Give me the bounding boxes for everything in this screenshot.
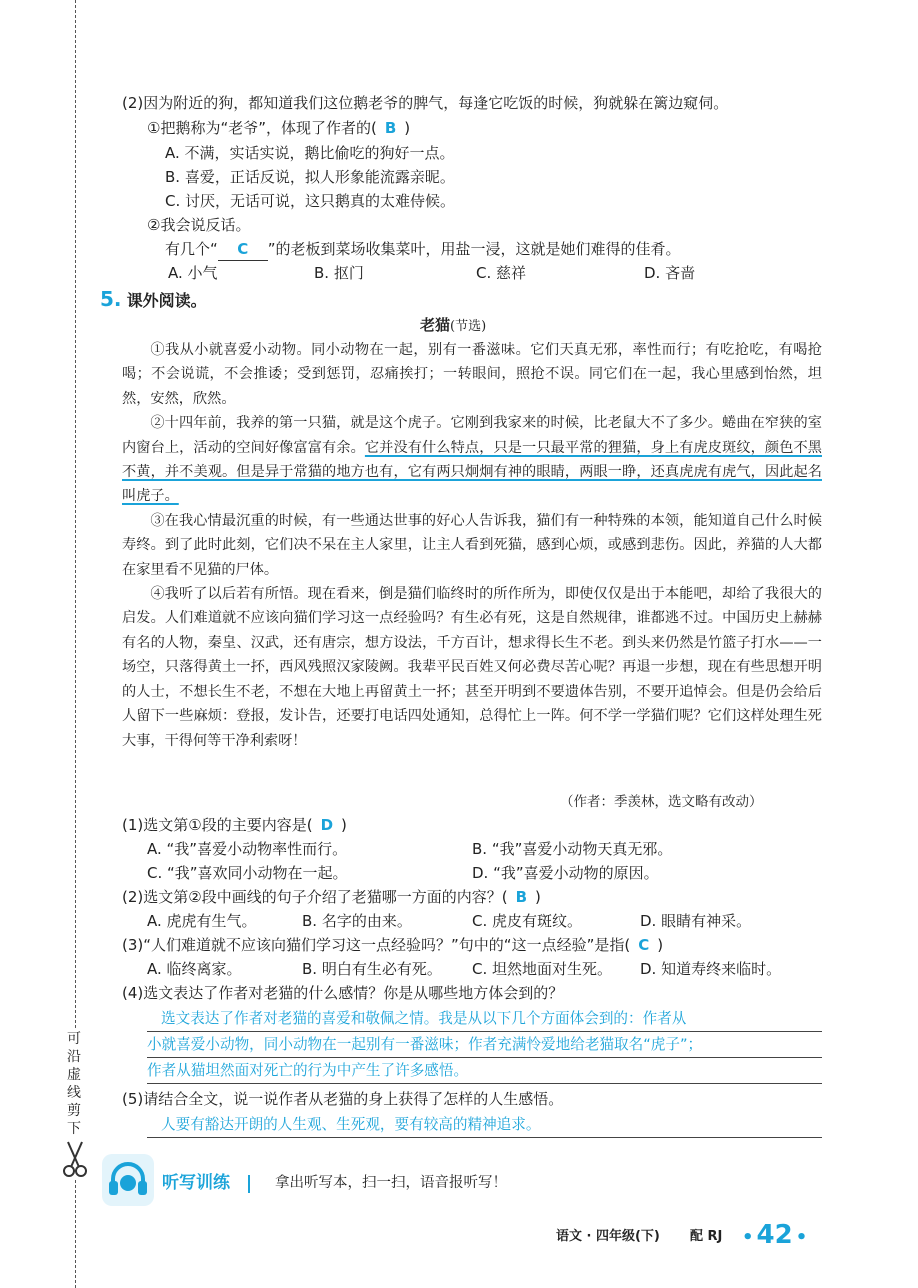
- paragraph: ①我从小就喜爱小动物。同小动物在一起，别有一番滋味。它们天真无邪，率性而行；有吃抢吃，有喝抢喝；不会说谎，不会推诿；受到惩罚，忍痛挨打；一转眼间，照抢不误。同它们在一起，我心里感到怡然，坦然，安然，欣然。: [122, 342, 822, 407]
- footer-edition: 配 RJ: [690, 1229, 723, 1244]
- paragraph: [122, 411, 822, 509]
- sub1-option-b: B. “我”喜爱小动物天真无邪。: [472, 840, 673, 858]
- scissors-icon: [60, 1140, 90, 1178]
- q5-heading: [100, 286, 207, 312]
- sub2-option-d: D. 眼睛有神采。: [640, 912, 752, 930]
- sub3-close: ): [657, 936, 664, 954]
- choice-c: C. 慈祥: [476, 264, 527, 282]
- cut-hint-char: 虚: [67, 1067, 81, 1083]
- answer-mark: C: [638, 936, 650, 954]
- cut-hint: [62, 1030, 86, 1138]
- fill-pre: 有几个“: [165, 240, 218, 258]
- q4-sub2-1: [147, 117, 410, 139]
- sub3-question: [122, 934, 663, 956]
- sub3-option-c: C. 坦然地面对生死。: [472, 960, 613, 978]
- underlined-sentence: 它并没有什么特点，只是一只最平常的狸猫，身上有虎皮斑纹，颜色不黑不黄，并不美观。但是异于常猫的地方也有，它有两只炯炯有神的眼睛，两眼一睁，还真虎虎有虎气，因此起名叫虎子。: [122, 439, 822, 505]
- q4-sub2-1-close: ): [404, 119, 411, 137]
- sub5-question: (5)请结合全文，说一说作者从老猫的身上获得了怎样的人生感悟。: [122, 1090, 564, 1108]
- answer-line[interactable]: 人要有豁达开朗的人生观、生死观，要有较高的精神追求。: [147, 1112, 822, 1138]
- sub1-close: ): [341, 816, 347, 834]
- question-number: 5.: [100, 287, 122, 311]
- sub4-question: (4)选文表达了作者对老猫的什么感情？你是从哪些地方体会到的？: [122, 984, 564, 1002]
- option-b: B. 喜爱，正话反说，拟人形象能流露亲昵。: [165, 168, 455, 186]
- divider: [248, 1175, 250, 1193]
- essay-note: (节选): [450, 319, 487, 334]
- essay-body: [122, 338, 822, 753]
- section-title: 课外阅读。: [126, 291, 207, 310]
- paragraph: ④我听了以后若有所悟。现在看来，倒是猫们临终时的所作所为，即使仅仅是出于本能吧，却给了我很大的启发。人们难道就不应该向猫们学习这一点经验吗？有生必有死，这是自然规律，谁都逃不过。中国历史上赫赫有名的人物，秦皇、汉武，还有唐宗，想方设法，千方百计，想求得长生不老。到头来仍然是竹篮子打水——一场空，只落得黄土一抔，西风残照汉家陵阙。我辈平民百姓又何必费尽苦心呢？再退一步想，现在有些思想开明的人士，不想长生不老，不想在大地上再留黄土一抔；甚至开明到不要遗体告别，不要开追悼会。但是仍会给后人留下一些麻烦：登报，发讣告，还要打电话四处通知，总得忙上一阵。何不学一学猫们呢？它们这样处理生死大事，干得何等干净利索呀！: [122, 586, 822, 749]
- dictation-text: 拿出听写本，扫一扫，语音报听写！: [275, 1175, 507, 1191]
- answer-line[interactable]: 小就喜爱小动物，同小动物在一起别有一番滋味；作者充满怜爱地给老猫取名“虎子”；: [147, 1032, 822, 1058]
- cut-hint-char: 沿: [67, 1049, 81, 1065]
- sub3-option-d: D. 知道寿终来临时。: [640, 960, 782, 978]
- option-c: C. 讨厌，无话可说，这只鹅真的太难侍候。: [165, 192, 456, 210]
- answer-mark: D: [320, 816, 334, 834]
- choice-b: B. 抠门: [314, 264, 364, 282]
- q4-sub2-1-text: ①把鹅称为“老爷”，体现了作者的(: [147, 119, 377, 137]
- footer-subject: 语文 · 四年级(下): [556, 1229, 660, 1244]
- option-a: A. 不满，实话实说，鹅比偷吃的狗好一点。: [165, 144, 455, 162]
- bullet-icon: •: [795, 1227, 808, 1248]
- sub1-option-c: C. “我”喜欢同小动物在一起。: [147, 864, 348, 882]
- q4-sub2-text: (2)因为附近的狗，都知道我们这位鹅老爷的脾气，每逢它吃饭的时候，狗就躲在篱边窥伺。: [122, 94, 729, 112]
- answer-line[interactable]: 选文表达了作者对老猫的喜爱和敬佩之情。我是从以下几个方面体会到的：作者从: [147, 1006, 822, 1032]
- sub2-close: ): [535, 888, 541, 906]
- q4-fill-sentence: [165, 238, 681, 261]
- fill-blank[interactable]: C: [218, 238, 268, 261]
- answer-mark: B: [384, 119, 397, 137]
- sub2-option-a: A. 虎虎有生气。: [147, 912, 257, 930]
- answer-mark: B: [515, 888, 527, 906]
- essay-title-text: 老猫: [420, 316, 451, 334]
- sub2-option-b: B. 名字的由来。: [302, 912, 412, 930]
- sub1-option-d: D. “我”喜爱小动物的原因。: [472, 864, 659, 882]
- headset-icon[interactable]: [100, 1152, 156, 1208]
- cut-hint-char: 剪: [67, 1103, 81, 1119]
- essay-source: （作者：季羡林，选文略有改动）: [560, 794, 763, 810]
- sub2-question: [122, 886, 541, 908]
- answer-line[interactable]: 作者从猫坦然面对死亡的行为中产生了许多感悟。: [147, 1058, 822, 1084]
- essay-title: [420, 314, 560, 338]
- cut-hint-char: 可: [67, 1031, 81, 1047]
- sub1-text: (1)选文第①段的主要内容是(: [122, 816, 313, 834]
- choice-d: D. 吝啬: [644, 264, 696, 282]
- choice-a: A. 小气: [168, 264, 218, 282]
- sub1-question: [122, 814, 347, 836]
- page-number: [742, 1218, 807, 1255]
- paragraph: ③在我心情最沉重的时候，有一些通达世事的好心人告诉我，猫们有一种特殊的本领，能知道自己什么时候寿终。到了此时此刻，它们决不呆在主人家里，让主人看到死猫，感到心烦，或感到悲伤。因此，养猫的人大都在家里看不见猫的尸体。: [122, 512, 822, 578]
- fill-post: ”的老板到菜场收集菜叶，用盐一浸，这就是她们难得的佳肴。: [267, 240, 681, 258]
- paragraph-text: ②十四年前，我养的第一只猫，就是这个虎子。它刚到我家来的时候，比老鼠大不了多少。蜷曲在窄狭的室内窗台上，活动的空间好像富富有余。: [122, 415, 822, 456]
- sub2-option-c: C. 虎皮有斑纹。: [472, 912, 583, 930]
- sub3-option-a: A. 临终离家。: [147, 960, 242, 978]
- sub3-option-b: B. 明白有生必有死。: [302, 960, 442, 978]
- cut-hint-char: 线: [67, 1085, 81, 1101]
- page-number-text: 42: [756, 1220, 793, 1250]
- sub2-text: (2)选文第②段中画线的句子介绍了老猫哪一方面的内容？(: [122, 888, 508, 906]
- sub3-text: (3)“人们难道就不应该向猫们学习这一点经验吗？”句中的“这一点经验”是指(: [122, 936, 631, 954]
- dictation-label: 听写训练: [162, 1173, 230, 1193]
- q4-sub2-2: ②我会说反话。: [147, 216, 251, 234]
- cut-hint-char: 下: [67, 1121, 81, 1137]
- sub1-option-a: A. “我”喜爱小动物率性而行。: [147, 840, 348, 858]
- bullet-icon: •: [742, 1227, 754, 1248]
